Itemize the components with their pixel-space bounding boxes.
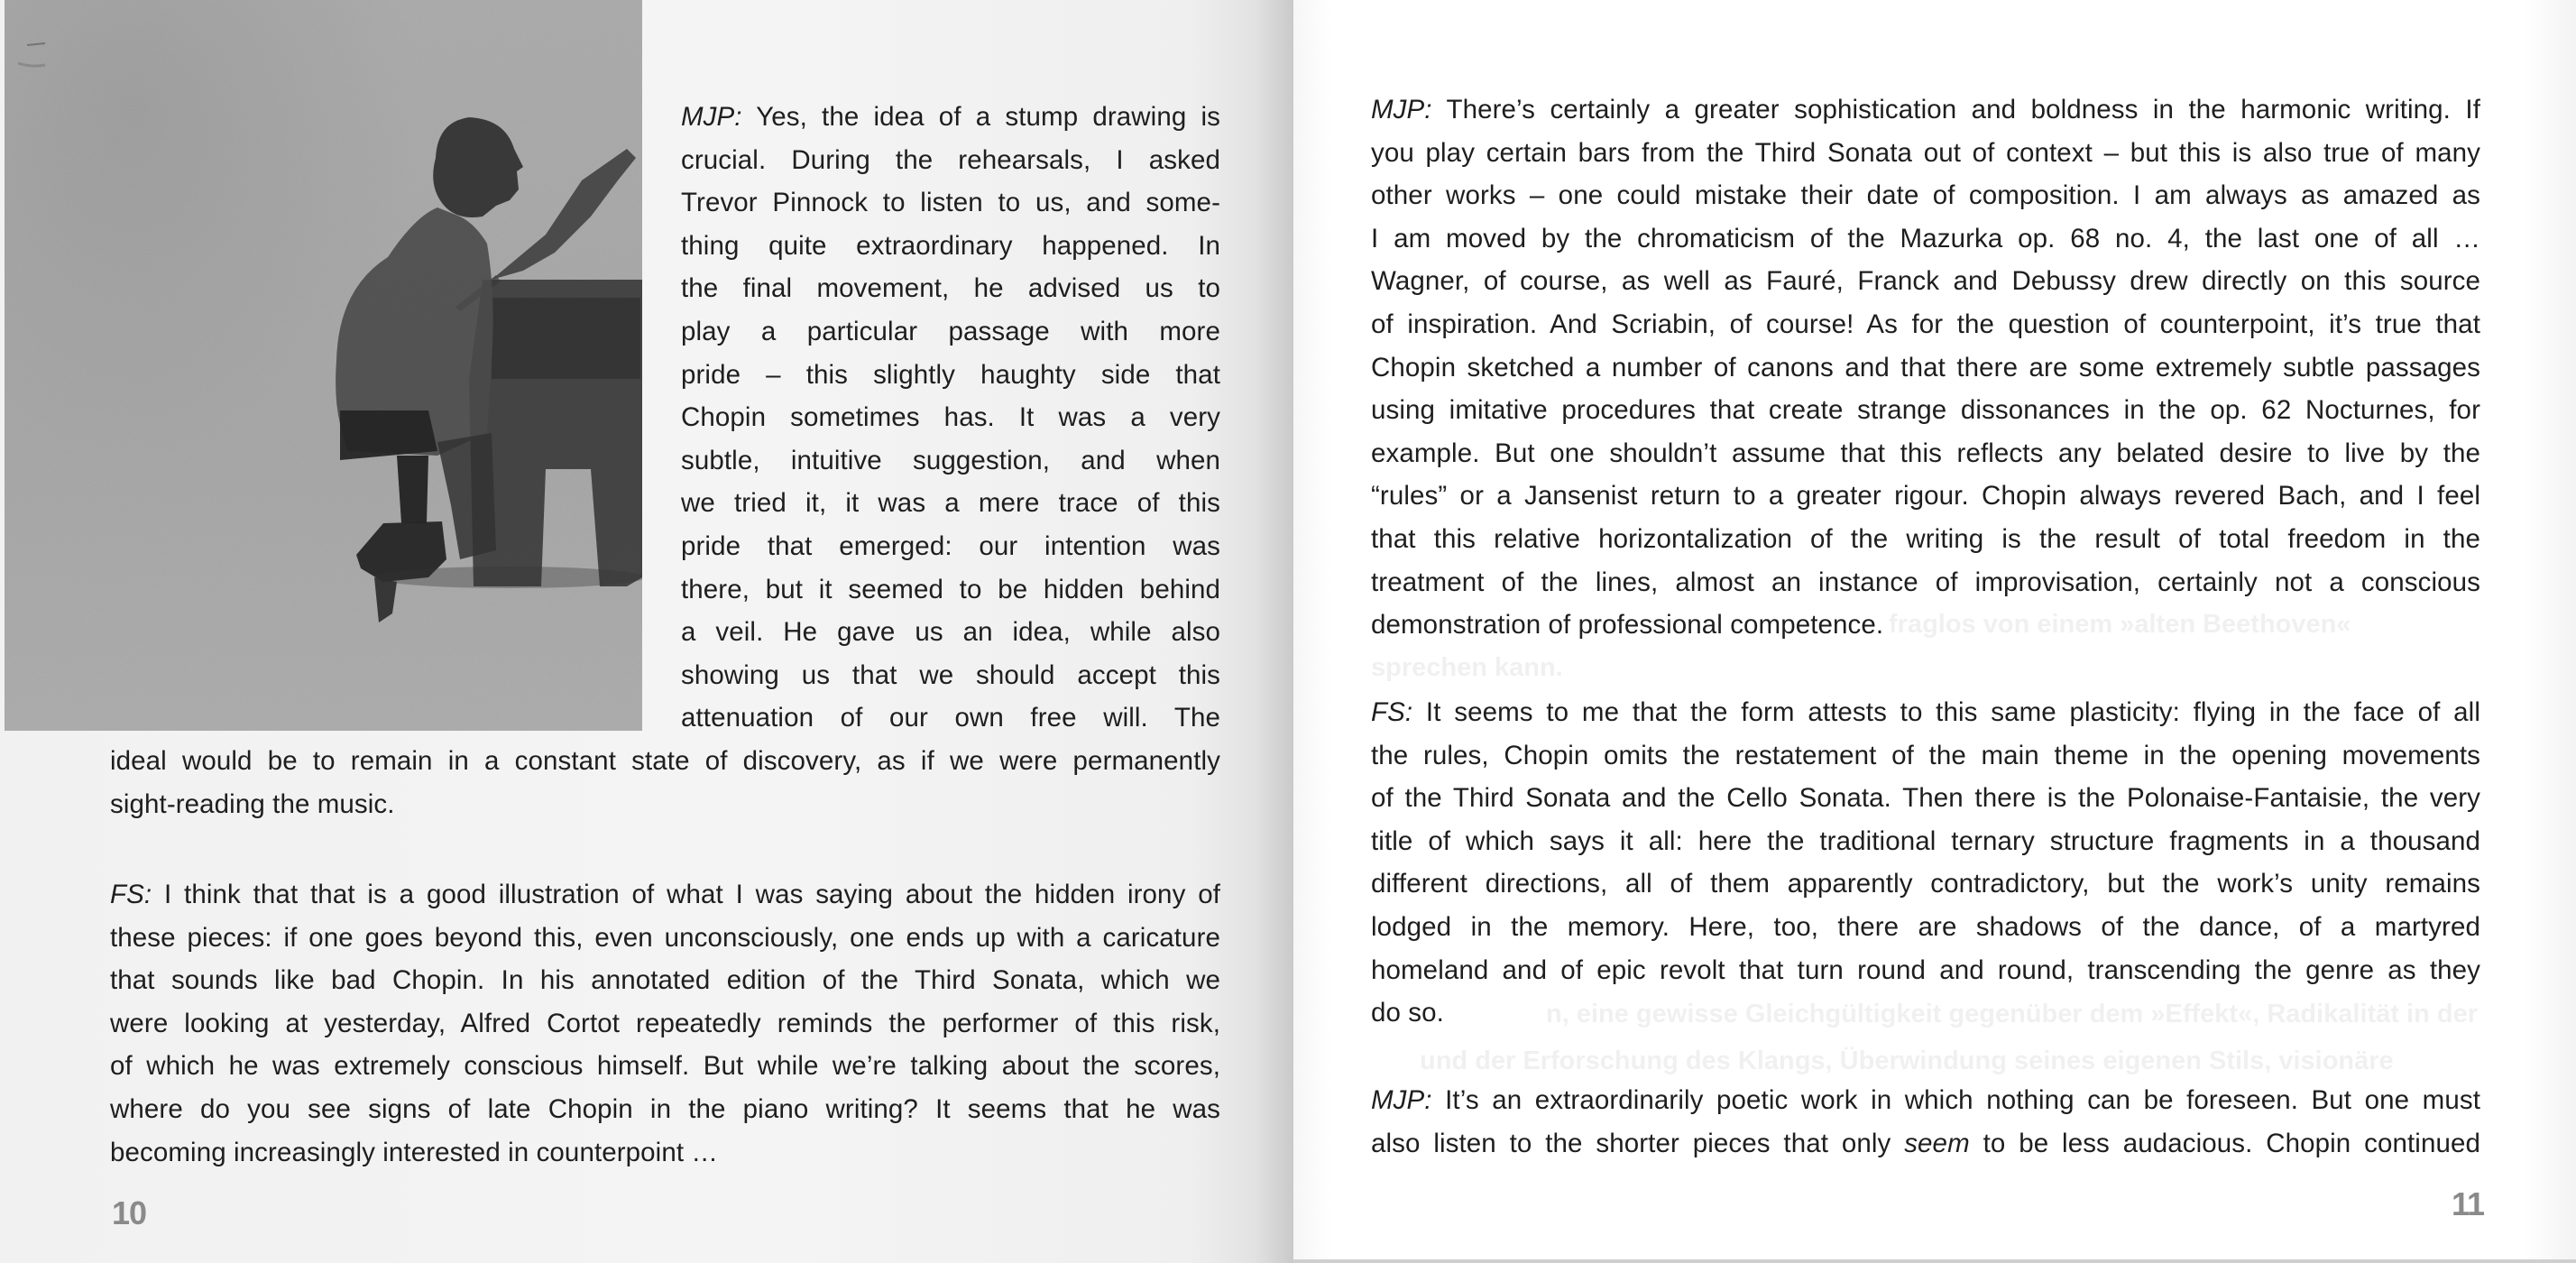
text-line: different directions, all of them apparently contradictory, but the work’s unity remains	[1371, 869, 2480, 899]
text-line: homeland and of epic revolt that turn round and round, transcending the genre as they	[1371, 954, 2480, 985]
text-line: FS: It seems to me that the form attests to this same plasticity: flying in the face of all	[1371, 697, 2480, 727]
text-line: that sounds like bad Chopin. In his annotated edition of the Third Sonata, which we	[110, 965, 1220, 996]
text-line: thing quite extraordinary happened. In	[681, 230, 1220, 261]
text-line: crucial. During the rehearsals, I asked	[681, 144, 1220, 175]
speaker-label: MJP:	[1371, 1085, 1432, 1115]
paragraph-mjp-poetic-work	[1371, 1079, 2480, 1165]
text-line: do so.	[1371, 998, 1444, 1028]
text-line: the rules, Chopin omits the restatement of the main theme in the opening movements	[1371, 740, 2480, 770]
paragraph-mjp-continuation	[110, 740, 1220, 825]
text-line: title of which says it all: here the traditional ternary structure fragments in a thousand	[1371, 825, 2480, 856]
text-line: we tried it, it was a mere trace of this	[681, 488, 1220, 519]
paragraph-mjp-harmonic-writing	[1371, 88, 2480, 647]
text-line: of the Third Sonata and the Cello Sonata. Then there is the Polonaise-Fantaisie, the very	[1371, 783, 2480, 814]
text-line: you play certain bars from the Third Sonata out of context – but this is also true of many	[1371, 137, 2480, 168]
text-line: of inspiration. And Scriabin, of course! As for the question of counterpoint, it’s true that	[1371, 309, 2480, 339]
page-number-right: 11	[2452, 1185, 2485, 1222]
bleed-through-text: fraglos von einem »alten Beethoven«	[1889, 610, 2351, 639]
text-line: Wagner, of course, as well as Fauré, Franck and Debussy drew directly on this source	[1371, 266, 2480, 297]
text-line: MJP: There’s certainly a greater sophistication and boldness in the harmonic writing. If	[1371, 95, 2480, 124]
right-page	[1293, 0, 2576, 1263]
chopin-at-piano-icon	[5, 0, 642, 731]
text-line: lodged in the memory. Here, too, there are shadows of the dance, of a martyred	[1371, 911, 2480, 942]
text-line: sight-reading the music.	[110, 788, 395, 819]
text-line: MJP: Yes, the idea of a stump drawing is	[681, 102, 1220, 132]
speaker-label: MJP:	[681, 102, 742, 132]
paragraph-mjp-stump-drawing	[681, 96, 1220, 740]
speaker-label: FS:	[110, 880, 152, 909]
text-line: using imitative procedures that create strange dissonances in the op. 62 Nocturnes, for	[1371, 395, 2480, 426]
text-line: there, but it seemed to be hidden behind	[681, 574, 1220, 604]
text-line: Trevor Pinnock to listen to us, and some-	[681, 188, 1220, 218]
text-line: were looking at yesterday, Alfred Cortot repeatedly reminds the performer of this risk,	[110, 1008, 1220, 1038]
text-line: Chopin sometimes has. It was a very	[681, 402, 1220, 433]
text-line: treatment of the lines, almost an instance of improvisation, certainly not a conscious	[1371, 567, 2480, 597]
text-line: example. But one shouldn’t assume that this reflects any belated desire to live by the	[1371, 438, 2480, 468]
text-line: pride – this slightly haughty side that	[681, 359, 1220, 390]
text-line: demonstration of professional competence.	[1371, 610, 1884, 641]
text-line: I am moved by the chromaticism of the Mazurka op. 68 no. 4, the last one of all …	[1371, 223, 2480, 254]
speaker-label: MJP:	[1371, 95, 1432, 124]
bleed-through-text: n, eine gewisse Gleichgültigkeit gegenüber dem »Effekt«, Radikalität in der	[1546, 1000, 2478, 1028]
text-line: also listen to the shorter pieces that only seem to be less audacious. Chopin continued	[1371, 1128, 2480, 1158]
text-line: that this relative horizontalization of the writing is the result of total freedom in the	[1371, 523, 2480, 554]
text-line: FS: I think that that is a good illustration of what I was saying about the hidden irony of	[110, 880, 1220, 909]
text-line: where do you see signs of late Chopin in the piano writing? It seems that he was	[110, 1093, 1220, 1124]
text-line: attenuation of our own free will. The	[681, 703, 1220, 733]
paragraph-fs-plasticity	[1371, 691, 2480, 1035]
text-line: MJP: It’s an extraordinarily poetic work in which nothing can be foreseen. But one must	[1371, 1085, 2480, 1115]
text-line: showing us that we should accept this	[681, 659, 1220, 690]
illustration-chopin-at-piano	[5, 0, 642, 731]
bleed-through-text: sprechen kann.	[1371, 653, 1563, 682]
text-line: pride that emerged: our intention was	[681, 530, 1220, 561]
text-line: these pieces: if one goes beyond this, even unconsciously, one ends up with a caricature	[110, 922, 1220, 953]
paragraph-fs-hidden-irony	[110, 873, 1220, 1174]
text-line: other works – one could mistake their date of composition. I am always as amazed as	[1371, 180, 2480, 211]
text-line: of which he was extremely conscious himself. But while we’re talking about the scores,	[110, 1051, 1220, 1082]
text-line: Chopin sketched a number of canons and that there are some extremely subtle passages	[1371, 352, 2480, 383]
page-bottom-edge	[1293, 1259, 2576, 1263]
text-line: ideal would be to remain in a constant state of discovery, as if we were permanently	[110, 746, 1220, 776]
text-line: a veil. He gave us an idea, while also	[681, 617, 1220, 648]
bleed-through-text: und der Erforschung des Klangs, Überwindung seines eigenen Stils, visionäre	[1420, 1046, 2394, 1075]
text-line: the final movement, he advised us to	[681, 273, 1220, 304]
text-line: play a particular passage with more	[681, 316, 1220, 346]
speaker-label: FS:	[1371, 697, 1413, 727]
emphasis-seem: seem	[1904, 1128, 1970, 1158]
text-line: becoming increasingly interested in counterpoint …	[110, 1137, 719, 1167]
text-line: “rules” or a Jansenist return to a greater rigour. Chopin always revered Bach, and I feel	[1371, 481, 2480, 512]
text-line: subtle, intuitive suggestion, and when	[681, 445, 1220, 475]
page-number-left: 10	[112, 1194, 147, 1231]
